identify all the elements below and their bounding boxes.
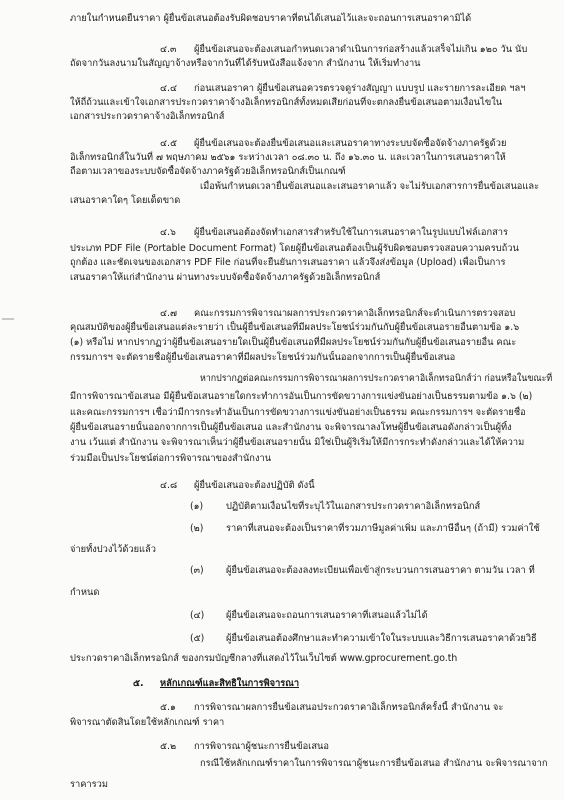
text-line: ก่อนเสนอราคา ผู้ยื่นข้อเสนอควรตรวจดูร่างสัญญา แบบรูป และรายการละเอียด ฯลฯ	[194, 83, 525, 94]
clause-number: ๔.๗	[160, 308, 177, 319]
text-line: เสนอราคาใดๆ โดยเด็ดขาด	[70, 195, 180, 206]
text-line: หากปรากฏต่อคณะกรรมการพิจารณาผลการประกวดราคาอิเล็กทรอนิกส์ว่า ก่อนหรือในขณะที่	[200, 373, 552, 384]
text-line: ผู้ยื่นข้อเสนอจะต้องลงทะเบียนเพื่อเข้าสู่กระบวนการเสนอราคา ตามวัน เวลา ที่	[226, 565, 535, 576]
text-line: จ่ายทั้งปวงไว้ด้วยแล้ว	[70, 544, 156, 555]
text-line: ผู้ยื่นข้อเสนอจะต้องเสนอกำหนดเวลาดำเนินการก่อสร้างแล้วเสร็จไม่เกิน ๑๒๐ วัน นับ	[194, 44, 527, 55]
text-line: ประเภท PDF File (Portable Document Format) โดยผู้ยื่นข้อเสนอต้องเป็นผู้รับผิดชอบตรวจสอบความครบถ้วน	[70, 243, 519, 254]
text-line: เสนอราคาให้แก่สำนักงาน ผ่านทางระบบจัดซื้อจัดจ้างภาครัฐด้วยอิเล็กทรอนิกส์	[70, 272, 380, 283]
clause-number: ๕.๒	[160, 741, 177, 752]
text-line: กำหนด	[70, 587, 99, 598]
text-line: ถือตามเวลาของระบบจัดซื้อจัดจ้างภาครัฐด้วยอิเล็กทรอนิกส์เป็นเกณฑ์	[70, 166, 346, 177]
text-line: คณะกรรมการพิจารณาผลการประกวดราคาอิเล็กทรอนิกส์จะดำเนินการตรวจสอบ	[194, 308, 515, 319]
text-line: การพิจารณาผู้ชนะการยื่นข้อเสนอ	[194, 741, 329, 752]
clause-number: ๔.๕	[160, 138, 178, 149]
sub-item-number: (๑)	[190, 501, 204, 512]
text-line: และคณะกรรมการฯ เชื่อว่ามีการกระทำอันเป็นการขัดขวางการแข่งขันอย่างเป็นธรรม คณะกรรมการฯ จะตัดรายชื่อ	[70, 407, 526, 418]
scan-mark	[2, 318, 14, 320]
text-line: กรณีใช้หลักเกณฑ์ราคาในการพิจารณาผู้ชนะการยื่นข้อเสนอ สำนักงาน จะพิจารณาจาก	[200, 758, 547, 769]
clause-number: ๔.๘	[160, 480, 178, 491]
text-line: ผู้ยื่นข้อเสนอจะต้องปฏิบัติ ดังนี้	[194, 480, 315, 491]
text-line: มีการพิจารณาข้อเสนอ มีผู้ยื่นข้อเสนอรายใดกระทำการอันเป็นการขัดขวางการแข่งขันอย่างเป็นธรรมตามข้อ ๑.๖ (๒)	[70, 391, 532, 402]
sub-item-number: (๓)	[190, 565, 204, 576]
text-line: (๑) หรือไม่ หากปรากฏว่าผู้ยื่นข้อเสนอรายใดเป็นผู้ยื่นข้อเสนอที่มีผลประโยชน์ร่วมกันกับผู้ยื่นข้อเสนอรายอื่น คณะ	[70, 337, 516, 348]
text-line: การพิจารณาผลการยื่นข้อเสนอประกวดราคาอิเล็กทรอนิกส์ครั้งนี้ สำนักงาน จะ	[194, 702, 503, 713]
text-line: ร่วมมือเป็นประโยชน์ต่อการพิจารณาของสำนักงาน	[70, 453, 271, 464]
text-line: ผู้ยื่นข้อเสนอต้องจัดทำเอกสารสำหรับใช้ในการเสนอราคาในรูปแบบไฟล์เอกสาร	[194, 227, 508, 238]
text-line: พิจารณาตัดสินโดยใช้หลักเกณฑ์ ราคา	[70, 717, 224, 728]
sub-item-number: (๒)	[190, 523, 204, 534]
text-line: คุณสมบัติของผู้ยื่นข้อเสนอแต่ละรายว่า เป็นผู้ยื่นข้อเสนอที่มีผลประโยชน์ร่วมกันกับผู้ยื่นข้อเสนอรายอื่นตามข้อ ๑.๖	[70, 322, 519, 333]
clause-number: ๔.๔	[160, 83, 178, 94]
clause-number: ๔.๓	[160, 44, 177, 55]
text-line: ผู้ยื่นข้อเสนอจะต้องยื่นข้อเสนอและเสนอราคาทางระบบจัดซื้อจัดจ้างภาครัฐด้วย	[194, 138, 506, 149]
text-line: ผู้ยื่นข้อเสนอต้องศึกษาและทำความเข้าใจในระบบและวิธีการเสนอราคาด้วยวิธี	[226, 633, 537, 644]
text-line: ให้ถี่ถ้วนและเข้าใจเอกสารประกวดราคาจ้างอิเล็กทรอนิกส์ทั้งหมดเสียก่อนที่จะตกลงยื่นข้อเสนอตามเงื่อนไขใน	[70, 97, 502, 108]
text-line: กรรมการฯ จะตัดรายชื่อผู้ยื่นข้อเสนอราคาที่มีผลประโยชน์ร่วมกันนั้นออกจากการเป็นผู้ยื่นข้อเสนอ	[70, 352, 455, 363]
clause-number: ๔.๖	[160, 227, 176, 238]
text-line: ประกวดราคาอิเล็กทรอนิกส์ ของกรมบัญชีกลางที่แสดงไว้ในเว็บไซต์ www.gprocurement.go.th	[70, 653, 457, 664]
text-line: ถัดจากวันลงนามในสัญญาจ้างหรือจากวันที่ได้รับหนังสือแจ้งจาก สำนักงาน ให้เริ่มทำงาน	[70, 58, 421, 69]
section-heading: หลักเกณฑ์และสิทธิในการพิจารณา	[160, 678, 299, 689]
text-line: ราคาที่เสนอจะต้องเป็นราคาที่รวมภาษีมูลค่าเพิ่ม และภาษีอื่นๆ (ถ้ามี) รวมค่าใช้	[226, 523, 540, 534]
text-line: ภายในกำหนดยืนราคา ผู้ยื่นข้อเสนอต้องรับผิดชอบราคาที่ตนได้เสนอไว้และจะถอนการเสนอราคามิได้	[70, 13, 471, 24]
text-line: เมื่อพ้นกำหนดเวลายื่นข้อเสนอและเสนอราคาแล้ว จะไม่รับเอกสารการยื่นข้อเสนอและ	[200, 181, 539, 192]
text-line: ผู้ยื่นข้อเสนอรายนั้นออกจากการเป็นผู้ยื่นข้อเสนอ และสำนักงาน จะพิจารณาลงโทษผู้ยื่นข้อเสนอดังกล่าวเป็นผู้ทิ้ง	[70, 422, 512, 433]
sub-item-number: (๕)	[190, 633, 205, 644]
text-line: เอกสารประกวดราคาจ้างอิเล็กทรอนิกส์	[70, 111, 224, 122]
text-line: ปฏิบัติตามเงื่อนไขที่ระบุไว้ในเอกสารประกวดราคาอิเล็กทรอนิกส์	[226, 501, 480, 512]
text-line: ราคารวม	[70, 779, 108, 790]
clause-number: ๕.๑	[160, 702, 176, 713]
text-line: ถูกต้อง และชัดเจนของเอกสาร PDF File ก่อนที่จะยืนยันการเสนอราคา แล้วจึงส่งข้อมูล (Upload) เพื่อเป็นการ	[70, 257, 505, 268]
text-line: งาน เว้นแต่ สำนักงาน จะพิจารณาเห็นว่าผู้ยื่นข้อเสนอรายนั้น มิใช่เป็นผู้ริเริ่มให้มีการกระทำดังกล่าวและได้ให้ความ	[70, 437, 524, 448]
text-line: ผู้ยื่นข้อเสนอจะถอนการเสนอราคาที่เสนอแล้วไม่ได้	[226, 610, 428, 621]
text-line: อิเล็กทรอนิกส์ในวันที่ ๗ พฤษภาคม ๒๕๖๑ ระหว่างเวลา ๐๘.๓๐ น. ถึง ๑๖.๓๐ น. และเวลาในการเสนอราคาให้	[70, 152, 506, 163]
sub-item-number: (๔)	[190, 610, 205, 621]
section-number: ๕.	[133, 678, 144, 689]
